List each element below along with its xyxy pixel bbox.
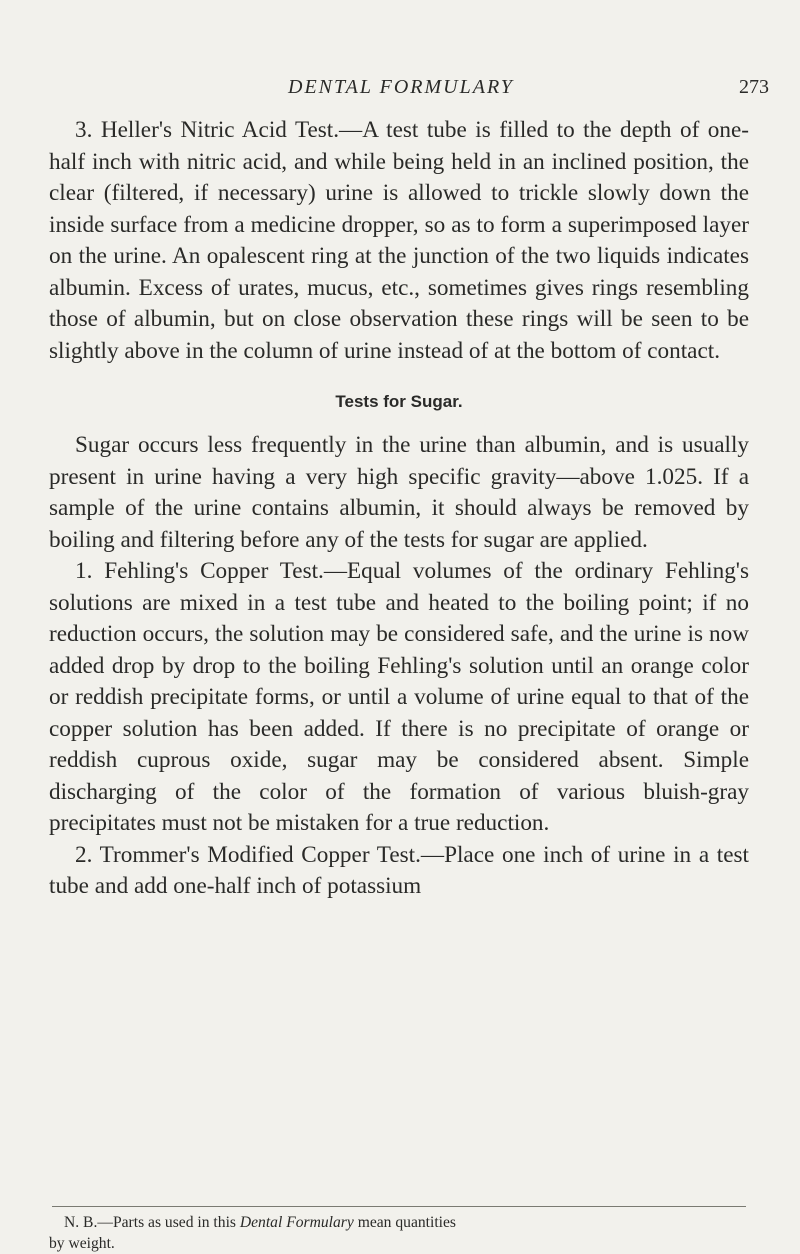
paragraph-hellers-test: 3. Heller's Nitric Acid Test.—A test tube is filled to the depth of one-half inch with nitric acid, and while being held in an inclined position, the clear (filtered, if necessary) urine is allowed to trickle slowly down the inside surface from a medicine dropper, so as to form a superimposed layer on the urine. An opalescent ring at the junction of the two liquids indicates albumin. Excess of urates, mucus, etc., sometimes gives rings resembling those of albumin, but on close observation these rings will be seen to be slightly above in the column of urine instead of at the bottom of contact. <box>49 117 749 364</box>
footnote-italic-title: Dental Formulary <box>239 1214 354 1231</box>
footnote-divider <box>52 1206 746 1207</box>
paragraph-sugar-intro: Sugar occurs less frequently in the urine than albumin, and is usually present in urine having a very high specific gravity—above 1.025. If a sample of the urine contains albumin, it should always be removed by boiling and filtering before any of the tests for sugar are applied. <box>49 432 749 553</box>
footnote-prefix: N. B.—Parts as used in this <box>64 1214 240 1231</box>
footnote-suffix: mean quantities <box>353 1214 456 1231</box>
footnote-continuation: by weight. <box>49 1235 115 1252</box>
section-heading: Tests for Sugar. <box>335 392 463 411</box>
body-text <box>49 115 749 903</box>
paragraph-trommers-test: 2. Trommer's Modified Copper Test.—Place one inch of urine in a test tube and add one-half inch of potassium <box>49 841 749 899</box>
running-title: DENTAL FORMULARY <box>288 76 514 98</box>
running-head <box>0 76 800 106</box>
paragraph-fehlings-test: 1. Fehling's Copper Test.—Equal volumes of the ordinary Fehling's solutions are mixed in a test tube and heated to the boiling point; if no reduction occurs, the solution may be considered safe, and the urine is now added drop by drop to the boiling Fehling's solution until an orange color or reddish precipitate forms, or until a volume of urine equal to that of the copper solution has been added. If there is no precipitate of orange or reddish cuprous oxide, sugar may be considered absent. Simple discharging of the color of the formation of various bluish-gray precipitates must not be mistaken for a true reduction. <box>49 558 749 836</box>
page-number: 273 <box>739 76 769 98</box>
footnote <box>64 1212 746 1234</box>
